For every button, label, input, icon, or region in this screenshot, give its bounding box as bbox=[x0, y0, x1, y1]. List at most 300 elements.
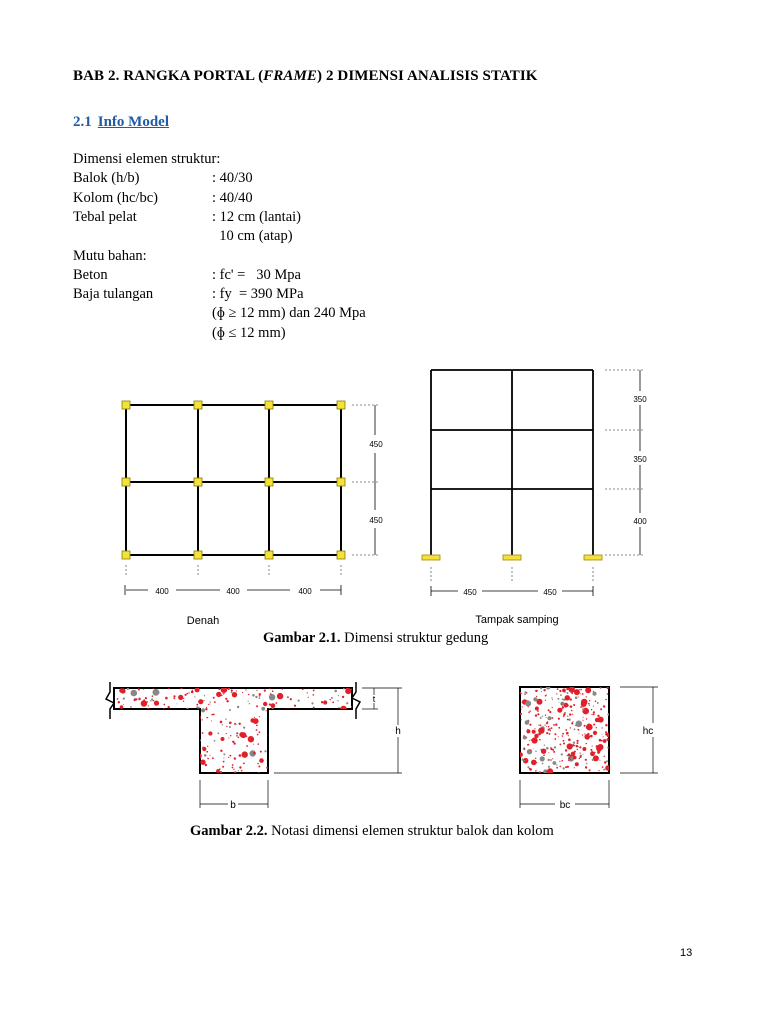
concrete-speck bbox=[548, 759, 550, 761]
concrete-speck bbox=[196, 753, 202, 759]
concrete-speck bbox=[135, 752, 140, 757]
concrete-speck bbox=[599, 760, 600, 761]
concrete-speck bbox=[588, 724, 590, 726]
concrete-speck bbox=[553, 724, 555, 726]
concrete-speck bbox=[559, 761, 560, 762]
concrete-speck bbox=[228, 737, 229, 738]
concrete-speck bbox=[301, 733, 303, 735]
concrete-speck bbox=[325, 717, 326, 718]
concrete-speck bbox=[598, 770, 599, 771]
concrete-speck bbox=[196, 704, 198, 706]
concrete-speck bbox=[208, 704, 209, 705]
plan-nodes bbox=[122, 401, 345, 559]
concrete-speck bbox=[178, 769, 179, 770]
concrete-speck bbox=[562, 689, 566, 693]
concrete-speck bbox=[537, 713, 539, 715]
concrete-speck bbox=[163, 704, 165, 706]
spec-value: : 12 cm (lantai) bbox=[212, 208, 301, 225]
concrete-speck bbox=[139, 770, 140, 771]
concrete-speck bbox=[559, 690, 561, 692]
concrete-speck bbox=[141, 700, 147, 706]
concrete-speck bbox=[196, 706, 198, 708]
concrete-speck bbox=[168, 688, 169, 689]
concrete-speck bbox=[159, 736, 161, 738]
concrete-speck bbox=[320, 723, 322, 725]
concrete-speck bbox=[558, 736, 559, 737]
concrete-speck bbox=[330, 733, 331, 734]
concrete-speck bbox=[528, 706, 529, 707]
concrete-speck bbox=[601, 727, 603, 729]
concrete-speck bbox=[577, 749, 578, 750]
concrete-speck bbox=[323, 749, 325, 751]
concrete-speck bbox=[172, 729, 173, 730]
concrete-speck bbox=[585, 704, 586, 705]
concrete-speck bbox=[548, 726, 550, 728]
concrete-speck bbox=[538, 724, 539, 725]
concrete-speck bbox=[302, 767, 307, 772]
concrete-speck bbox=[214, 740, 216, 742]
concrete-speck bbox=[583, 717, 584, 718]
concrete-speck bbox=[280, 724, 282, 726]
concrete-speck bbox=[210, 704, 211, 705]
concrete-speck bbox=[178, 738, 179, 739]
concrete-speck bbox=[125, 744, 128, 747]
concrete-speck bbox=[241, 770, 243, 772]
plan-node bbox=[122, 551, 130, 559]
concrete-speck bbox=[306, 717, 307, 718]
concrete-speck bbox=[315, 751, 317, 753]
concrete-speck bbox=[148, 751, 149, 752]
concrete-speck bbox=[570, 698, 572, 700]
concrete-speck bbox=[150, 739, 151, 740]
concrete-speck bbox=[597, 752, 599, 754]
concrete-speck bbox=[592, 746, 593, 747]
concrete-speck bbox=[119, 740, 125, 746]
plan-node bbox=[122, 401, 130, 409]
spec-value: : 40/40 bbox=[212, 189, 253, 206]
concrete-speck bbox=[558, 718, 560, 720]
concrete-speck bbox=[277, 746, 281, 750]
concrete-speck bbox=[348, 723, 349, 724]
concrete-speck bbox=[568, 757, 570, 759]
concrete-speck bbox=[287, 696, 289, 698]
concrete-speck bbox=[567, 766, 569, 768]
concrete-speck bbox=[272, 717, 274, 719]
concrete-speck bbox=[592, 759, 594, 761]
concrete-speck bbox=[183, 698, 184, 699]
plan-label: Denah bbox=[186, 615, 220, 627]
concrete-speck bbox=[306, 719, 307, 720]
concrete-speck bbox=[232, 741, 234, 743]
plan-dim-y-1: 450 bbox=[369, 440, 383, 449]
concrete-speck bbox=[283, 725, 284, 726]
concrete-speck bbox=[603, 769, 605, 771]
concrete-speck bbox=[584, 733, 585, 734]
concrete-speck bbox=[298, 733, 299, 734]
spec-label: Dimensi elemen struktur: bbox=[73, 151, 221, 167]
concrete-speck bbox=[127, 750, 129, 752]
concrete-speck bbox=[236, 690, 237, 691]
concrete-speck bbox=[312, 758, 314, 760]
concrete-speck bbox=[572, 721, 573, 722]
concrete-speck bbox=[220, 771, 222, 773]
side-label: Tampak samping bbox=[475, 614, 559, 626]
concrete-speck bbox=[135, 749, 137, 751]
concrete-speck bbox=[323, 727, 325, 729]
concrete-speck bbox=[239, 754, 242, 757]
spec-label: Baja tulangan bbox=[73, 286, 154, 303]
concrete-speck bbox=[151, 700, 152, 701]
concrete-speck bbox=[157, 760, 158, 761]
concrete-speck bbox=[338, 741, 339, 742]
plan-node bbox=[194, 551, 202, 559]
concrete-speck bbox=[172, 742, 175, 745]
concrete-speck bbox=[561, 753, 563, 755]
concrete-speck bbox=[568, 738, 571, 741]
concrete-speck bbox=[222, 766, 224, 768]
spec-value: : fy = 390 MPa bbox=[212, 286, 304, 303]
concrete-speck bbox=[233, 769, 234, 770]
concrete-speck bbox=[120, 688, 125, 693]
concrete-speck bbox=[269, 688, 270, 689]
concrete-speck bbox=[287, 748, 288, 749]
concrete-speck bbox=[254, 717, 255, 718]
concrete-speck bbox=[160, 753, 162, 755]
concrete-speck bbox=[169, 714, 170, 715]
concrete-speck bbox=[586, 743, 587, 744]
concrete-speck bbox=[572, 714, 573, 715]
concrete-speck bbox=[277, 741, 279, 743]
plan-node bbox=[122, 478, 130, 486]
concrete-speck bbox=[307, 692, 308, 693]
concrete-speck bbox=[169, 740, 171, 742]
concrete-speck bbox=[577, 742, 579, 744]
concrete-speck bbox=[345, 734, 347, 736]
concrete-speck bbox=[245, 689, 247, 691]
concrete-speck bbox=[590, 751, 595, 756]
concrete-speck bbox=[131, 737, 132, 738]
concrete-speck bbox=[571, 722, 573, 724]
spec-row bbox=[73, 227, 473, 246]
concrete-speck bbox=[564, 712, 566, 714]
concrete-speck bbox=[173, 721, 175, 723]
concrete-speck bbox=[565, 729, 567, 731]
concrete-speck bbox=[129, 771, 130, 772]
concrete-speck bbox=[557, 698, 559, 700]
concrete-speck bbox=[282, 723, 283, 724]
concrete-speck bbox=[548, 709, 550, 711]
concrete-speck bbox=[202, 719, 203, 720]
concrete-speck bbox=[185, 729, 186, 730]
concrete-speck bbox=[580, 689, 582, 691]
concrete-speck bbox=[300, 723, 302, 725]
concrete-speck bbox=[556, 767, 558, 769]
concrete-speck bbox=[264, 690, 266, 692]
concrete-speck bbox=[331, 746, 336, 751]
concrete-speck bbox=[226, 700, 228, 702]
concrete-speck bbox=[524, 694, 526, 696]
concrete-speck bbox=[582, 720, 583, 721]
concrete-speck bbox=[585, 759, 587, 761]
concrete-speck bbox=[590, 736, 591, 737]
plan-dim-x-1: 400 bbox=[155, 587, 169, 596]
concrete-speck bbox=[593, 711, 595, 713]
concrete-speck bbox=[531, 760, 537, 766]
concrete-speck bbox=[337, 700, 338, 701]
concrete-speck bbox=[196, 766, 197, 767]
concrete-speck bbox=[131, 690, 138, 697]
concrete-speck bbox=[130, 706, 132, 708]
concrete-speck bbox=[273, 740, 275, 742]
concrete-speck bbox=[552, 758, 553, 759]
concrete-speck bbox=[271, 751, 272, 752]
concrete-speck bbox=[149, 730, 150, 731]
concrete-speck bbox=[319, 728, 321, 730]
concrete-speck bbox=[313, 707, 315, 709]
concrete-speck bbox=[293, 717, 295, 719]
concrete-speck bbox=[544, 745, 545, 746]
figure2-caption: Gambar 2.2. Notasi dimensi elemen struktur balok dan kolom bbox=[190, 823, 554, 839]
concrete-speck bbox=[548, 752, 549, 753]
concrete-speck bbox=[237, 706, 239, 708]
concrete-speck bbox=[535, 714, 537, 716]
concrete-speck bbox=[326, 736, 327, 737]
concrete-speck bbox=[236, 735, 238, 737]
concrete-speck bbox=[558, 727, 560, 729]
beam-break-left bbox=[106, 682, 114, 719]
concrete-speck bbox=[313, 690, 315, 692]
concrete-speck bbox=[168, 758, 169, 759]
concrete-speck bbox=[574, 742, 575, 743]
concrete-speck bbox=[563, 743, 565, 745]
concrete-speck bbox=[116, 756, 118, 758]
concrete-speck bbox=[589, 769, 591, 771]
figure-element-notation bbox=[0, 665, 768, 815]
concrete-speck bbox=[585, 687, 591, 693]
concrete-speck bbox=[329, 732, 335, 738]
concrete-speck bbox=[115, 718, 117, 720]
concrete-speck bbox=[207, 746, 208, 747]
concrete-speck bbox=[534, 741, 536, 743]
concrete-speck bbox=[533, 749, 534, 750]
concrete-speck bbox=[590, 735, 593, 738]
concrete-speck bbox=[607, 735, 608, 736]
side-dim-x-1: 450 bbox=[463, 588, 477, 597]
concrete-speck bbox=[318, 756, 319, 757]
concrete-speck bbox=[540, 756, 545, 761]
concrete-speck bbox=[280, 753, 283, 756]
concrete-speck bbox=[562, 698, 564, 700]
concrete-speck bbox=[593, 713, 595, 715]
concrete-speck bbox=[333, 769, 334, 770]
concrete-speck bbox=[243, 727, 245, 729]
concrete-speck bbox=[263, 702, 267, 706]
concrete-speck bbox=[150, 700, 151, 701]
concrete-speck bbox=[323, 700, 327, 704]
concrete-speck bbox=[165, 733, 170, 738]
concrete-speck bbox=[243, 763, 245, 765]
side-view bbox=[422, 370, 647, 626]
concrete-speck bbox=[337, 756, 338, 757]
concrete-speck bbox=[579, 758, 580, 759]
concrete-speck bbox=[259, 697, 261, 699]
concrete-speck bbox=[330, 718, 331, 719]
concrete-speck bbox=[230, 735, 231, 736]
concrete-speck bbox=[290, 751, 291, 752]
concrete-speck bbox=[290, 732, 292, 734]
concrete-speck bbox=[533, 697, 537, 701]
concrete-speck bbox=[576, 721, 583, 728]
concrete-speck bbox=[269, 694, 275, 700]
concrete-speck bbox=[304, 752, 306, 754]
concrete-speck bbox=[167, 754, 168, 755]
concrete-speck bbox=[178, 744, 184, 750]
concrete-speck bbox=[523, 748, 525, 750]
concrete-speck bbox=[256, 690, 257, 691]
concrete-speck bbox=[545, 717, 546, 718]
concrete-speck bbox=[293, 771, 295, 773]
concrete-speck bbox=[526, 692, 527, 693]
concrete-speck bbox=[597, 702, 599, 704]
concrete-speck bbox=[155, 731, 156, 732]
concrete-speck bbox=[191, 765, 193, 767]
concrete-speck bbox=[183, 750, 189, 756]
concrete-speck bbox=[570, 759, 571, 760]
concrete-speck bbox=[239, 723, 241, 725]
concrete-speck bbox=[140, 728, 141, 729]
concrete-speck bbox=[126, 743, 128, 745]
concrete-speck bbox=[571, 710, 573, 712]
concrete-speck bbox=[152, 695, 154, 697]
spec-row bbox=[73, 304, 473, 323]
concrete-speck bbox=[234, 757, 236, 759]
beam-label-h: h bbox=[395, 726, 401, 737]
concrete-speck bbox=[134, 698, 135, 699]
concrete-speck bbox=[563, 740, 565, 742]
concrete-speck bbox=[593, 731, 597, 735]
concrete-speck bbox=[271, 765, 272, 766]
concrete-speck bbox=[134, 719, 135, 720]
concrete-speck bbox=[340, 715, 342, 717]
concrete-speck bbox=[331, 741, 335, 745]
concrete-speck bbox=[546, 722, 548, 724]
concrete-speck bbox=[157, 758, 159, 760]
concrete-speck bbox=[260, 751, 262, 753]
concrete-speck bbox=[258, 766, 260, 768]
concrete-speck bbox=[189, 765, 190, 766]
concrete-speck bbox=[548, 766, 550, 768]
concrete-speck bbox=[334, 690, 337, 693]
concrete-speck bbox=[282, 766, 283, 767]
concrete-speck bbox=[148, 770, 150, 772]
concrete-speck bbox=[127, 730, 128, 731]
concrete-speck bbox=[123, 698, 125, 700]
concrete-speck bbox=[317, 730, 319, 732]
concrete-speck bbox=[580, 693, 581, 694]
concrete-speck bbox=[529, 724, 531, 726]
concrete-speck bbox=[523, 735, 524, 736]
concrete-speck bbox=[126, 729, 128, 731]
concrete-speck bbox=[274, 717, 276, 719]
concrete-speck bbox=[346, 749, 352, 755]
concrete-speck bbox=[584, 725, 586, 727]
concrete-speck bbox=[320, 724, 321, 725]
concrete-speck bbox=[339, 715, 341, 717]
support-1 bbox=[422, 555, 440, 560]
concrete-speck bbox=[161, 728, 163, 730]
plan-node bbox=[337, 401, 345, 409]
concrete-speck bbox=[121, 734, 123, 736]
spec-row bbox=[73, 169, 473, 188]
concrete-speck bbox=[339, 756, 340, 757]
concrete-speck bbox=[275, 756, 277, 758]
concrete-speck bbox=[555, 724, 557, 726]
concrete-speck bbox=[122, 744, 127, 749]
concrete-speck bbox=[256, 705, 258, 707]
support-2 bbox=[503, 555, 521, 560]
concrete-speck bbox=[189, 721, 190, 722]
concrete-speck bbox=[337, 711, 343, 717]
concrete-speck bbox=[206, 751, 208, 753]
concrete-speck bbox=[302, 740, 304, 742]
concrete-speck bbox=[148, 762, 150, 764]
concrete-speck bbox=[231, 689, 233, 691]
concrete-speck bbox=[248, 701, 249, 702]
concrete-speck bbox=[521, 709, 522, 710]
plan-node bbox=[337, 551, 345, 559]
concrete-speck bbox=[205, 764, 207, 766]
concrete-speck bbox=[120, 705, 124, 709]
beam-outline bbox=[114, 688, 352, 773]
concrete-speck bbox=[592, 692, 596, 696]
concrete-speck bbox=[217, 732, 219, 734]
concrete-speck bbox=[173, 753, 175, 755]
concrete-speck bbox=[584, 734, 590, 740]
concrete-speck bbox=[200, 760, 205, 765]
concrete-speck bbox=[303, 712, 304, 713]
concrete-speck bbox=[117, 771, 119, 773]
concrete-speck bbox=[603, 739, 607, 743]
plan-node bbox=[265, 551, 273, 559]
concrete-speck bbox=[194, 696, 195, 697]
concrete-speck bbox=[185, 768, 186, 769]
concrete-speck bbox=[560, 694, 562, 696]
concrete-speck bbox=[232, 764, 234, 766]
concrete-speck bbox=[140, 747, 146, 753]
concrete-speck bbox=[216, 692, 221, 697]
concrete-speck bbox=[575, 696, 578, 699]
concrete-speck bbox=[159, 719, 161, 721]
concrete-speck bbox=[349, 747, 351, 749]
concrete-speck bbox=[528, 721, 529, 722]
concrete-speck bbox=[298, 700, 300, 702]
concrete-speck bbox=[138, 688, 140, 690]
concrete-speck bbox=[290, 698, 292, 700]
side-dim-y-2: 350 bbox=[633, 455, 647, 464]
concrete-speck bbox=[552, 707, 553, 708]
concrete-speck bbox=[558, 702, 559, 703]
concrete-speck bbox=[537, 690, 538, 691]
concrete-speck bbox=[177, 770, 180, 773]
concrete-speck bbox=[184, 718, 186, 720]
concrete-speck bbox=[274, 710, 276, 712]
concrete-speck bbox=[164, 741, 167, 744]
concrete-speck bbox=[225, 698, 227, 700]
concrete-speck bbox=[242, 692, 243, 693]
concrete-speck bbox=[223, 693, 225, 695]
beam-label-t: t bbox=[372, 694, 376, 704]
concrete-speck bbox=[570, 706, 572, 708]
